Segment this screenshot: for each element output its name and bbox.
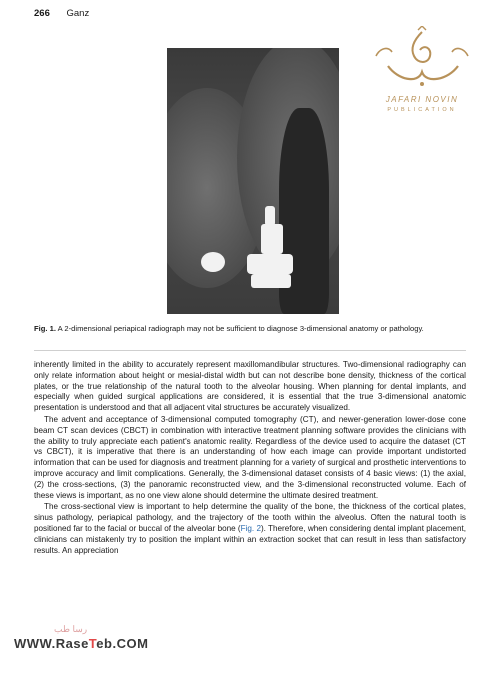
caption-divider bbox=[34, 350, 466, 351]
running-author: Ganz bbox=[66, 8, 90, 19]
watermark-arabic: رسا طب bbox=[54, 624, 88, 634]
figure-caption bbox=[34, 324, 466, 335]
figure-label: Fig. 1. bbox=[34, 324, 56, 333]
page-number: 266 bbox=[34, 8, 50, 19]
paragraph-text: ). Therefore, when considering dental implant placement, clinicians can mistakenly try to position the implant within an extraction socket that can result in less than satisfactory results. An appreciation bbox=[34, 523, 466, 555]
periapical-radiograph bbox=[167, 48, 339, 314]
watermark-t: T bbox=[88, 636, 97, 651]
calligraphy-mark-icon bbox=[358, 26, 486, 92]
body-text bbox=[34, 360, 466, 557]
watermark-url bbox=[14, 636, 148, 651]
figure-reference-link[interactable]: Fig. 2 bbox=[240, 523, 261, 533]
paragraph: The advent and acceptance of 3-dimensional computed tomography (CT), and newer-generation lower-dose cone beam CT scan devices (CBCT) in combination with interactive treatment planning software provides the clinicians with the ability to truly appreciate each patient's anatomic reality. Regardless of the device used to acquire the dataset (CT vs CBCT), it is imperative that there is an understanding of how each image can provide important undistorted information that can be used for diagnosis and treatment planning for a variety of surgical and prosthetic interventions to improve accuracy and limit complications. Generally, the 3-dimensional dataset consists of 4 basic views: (1) the axial, (2) the cross-sections, (3) the panoramic reconstructed view, and the 3-dimensional reconstructed volume. Each of these views is important, as no one view alone should determine the ultimate desired treatment. bbox=[34, 414, 466, 500]
watermark-suffix: eb.COM bbox=[96, 636, 149, 651]
watermark-r: Rase bbox=[55, 636, 89, 651]
figure-caption-text: A 2-dimensional periapical radiograph may not be sufficient to diagnose 3-dimensional anatomy or pathology. bbox=[57, 324, 424, 333]
paragraph: inherently limited in the ability to accurately represent maxillomandibular structures. Two-dimensional radiography can only relate information about height or mesial-distal width but can not describe bone density, thickness of the cortical plates, or the true relationship of the natural tooth to the alveolar housing. When planning for dental implants, and especially when guided surgical applications are considered, it is essential that the true 3-dimensional anatomic presentation is understood and that all adjacent vital structures be accurately visualized. bbox=[34, 360, 466, 413]
publisher-subtitle: PUBLICATION bbox=[387, 107, 457, 113]
publisher-name: JAFARI NOVIN bbox=[385, 95, 459, 104]
paragraph bbox=[34, 502, 466, 556]
running-header bbox=[34, 8, 89, 19]
paragraph-text: The cross-sectional view is important to help determine the quality of the bone, the thickness of the cortical plates, sinus pathology, periapical pathology, and the trajectory of the tooth within the alveolus. Often the natural tooth is positioned far to the facial or buccal of the alveolar bone ( bbox=[34, 502, 466, 533]
publisher-logo bbox=[358, 26, 486, 136]
site-watermark bbox=[6, 616, 206, 668]
watermark-prefix: WWW. bbox=[14, 636, 56, 651]
